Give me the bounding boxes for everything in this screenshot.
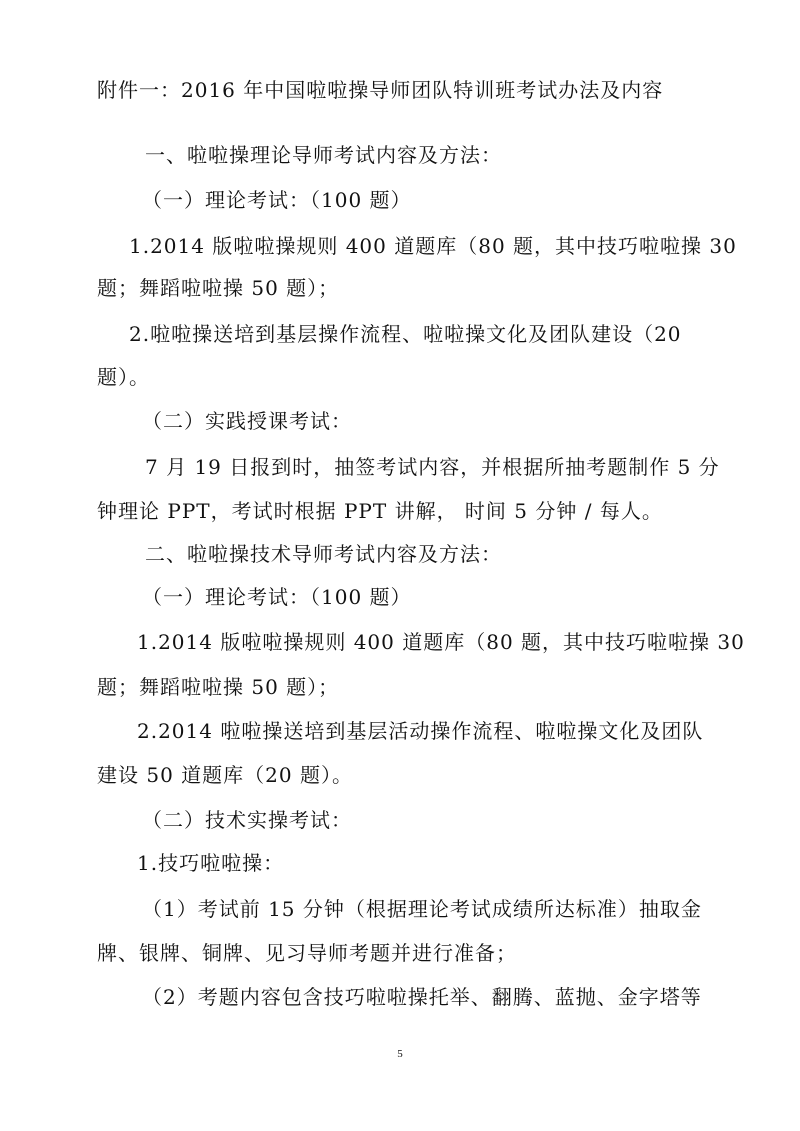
section-heading-technical-mentor: 二、啦啦操技术导师考试内容及方法： xyxy=(145,542,502,566)
paragraph-line: 牌、银牌、铜牌、见习导师考题并进行准备； xyxy=(97,941,517,965)
paragraph-line: 2.2014 啦啦操送培到基层活动操作流程、啦啦操文化及团队 xyxy=(137,719,704,743)
paragraph-line: 题；舞蹈啦啦操 50 题）； xyxy=(97,276,340,300)
paragraph-line: 2.啦啦操送培到基层操作流程、啦啦操文化及团队建设（20 xyxy=(129,322,682,346)
paragraph-line: 题；舞蹈啦啦操 50 题）； xyxy=(97,675,340,699)
paragraph-line: 题）。 xyxy=(97,365,150,389)
paragraph-line: 1.技巧啦啦操： xyxy=(137,851,285,875)
paragraph-line: （1）考试前 15 分钟（根据理论考试成绩所达标准）抽取金 xyxy=(142,897,702,921)
paragraph-line: （2）考题内容包含技巧啦啦操托举、翻腾、蓝抛、金字塔等 xyxy=(142,985,702,1009)
page-number: 5 xyxy=(397,1048,403,1060)
section-heading-theory-mentor: 一、啦啦操理论导师考试内容及方法： xyxy=(145,143,502,167)
document-title: 附件一：2016 年中国啦啦操导师团队特训班考试办法及内容 xyxy=(97,78,664,102)
subsection-practice-exam: （二）实践授课考试： xyxy=(142,409,352,433)
subsection-theory-exam: （一）理论考试：（100 题） xyxy=(142,188,412,212)
subsection-technical-exam: （二）技术实操考试： xyxy=(142,808,352,832)
paragraph-line: 7 月 19 日报到时，抽签考试内容，并根据所抽考题制作 5 分 xyxy=(145,455,720,479)
paragraph-line: 建设 50 道题库（20 题）。 xyxy=(97,763,353,787)
paragraph-line: 1.2014 版啦啦操规则 400 道题库（80 题，其中技巧啦啦操 30 xyxy=(129,234,737,258)
subsection-theory-exam: （一）理论考试：（100 题） xyxy=(142,585,412,609)
paragraph-line: 1.2014 版啦啦操规则 400 道题库（80 题，其中技巧啦啦操 30 xyxy=(137,630,745,654)
paragraph-line: 钟理论 PPT，考试时根据 PPT 讲解， 时间 5 分钟 / 每人。 xyxy=(97,499,663,523)
